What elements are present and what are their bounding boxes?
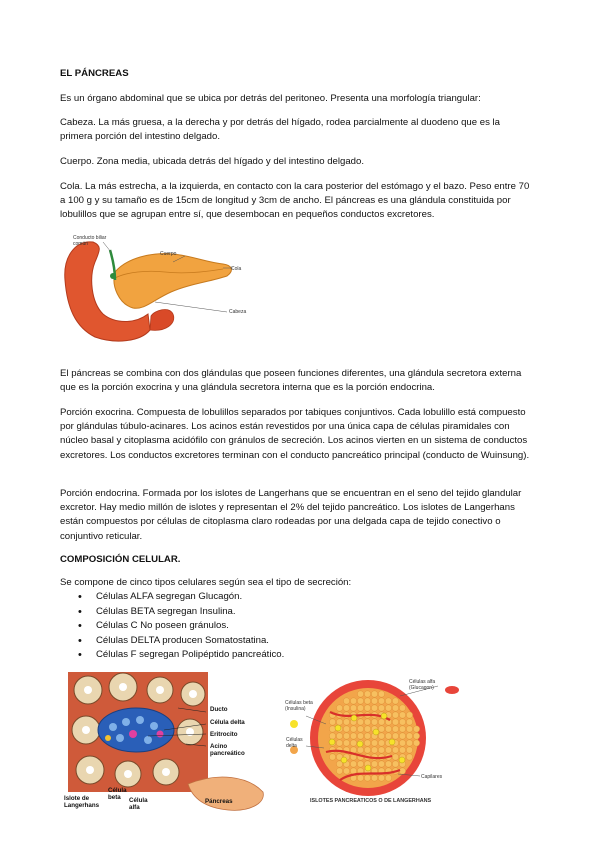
pancreas-anatomy-figure xyxy=(55,232,265,347)
label-pancreas: Páncreas xyxy=(205,798,233,805)
paragraph-cola: Cola. La más estrecha, a la izquierda, en contacto con la cara posterior del estómago y el bazo. Peso entre 70 a 100 g y su tamaño es de 15cm de longitud y 3cm de ancho. El páncreas es una glándula constituida por lobulillos que se agrupan entre sí, que desembocan en pequeños conductos excretores. xyxy=(60,181,530,221)
list-item: • Células BETA segregan Insulina. xyxy=(60,605,284,620)
label-cuerpo: Cuerpo xyxy=(160,251,177,257)
label-islote: Islote de Langerhans xyxy=(64,795,100,809)
label-alfa: Células alfa (Glucagon) xyxy=(409,679,436,691)
label-beta: Células beta (Insulina) xyxy=(285,700,313,712)
paragraph-compone: Se compone de cinco tipos celulares según sea el tipo de secreción: xyxy=(60,577,352,588)
label-eritrocito: Eritrocito xyxy=(210,731,238,738)
list-item: • Células ALFA segregan Glucagón. xyxy=(60,590,284,605)
figure-caption: ISLOTES PANCREATICOS O DE LANGERHANS xyxy=(310,798,432,804)
label-cola: Cola xyxy=(231,266,242,272)
label-celula-beta: Célula beta xyxy=(108,787,127,801)
paragraph-combina: El páncreas se combina con dos glándulas que poseen funciones diferentes, una glándula secretora externa que es la porción exocrina y una glándula secretora interna que es la porción endocrina. xyxy=(60,368,522,394)
label-capilares: Capilares xyxy=(421,774,443,780)
label-cabeza: Cabeza xyxy=(229,309,247,315)
label-acino: Acino pancreático xyxy=(210,743,245,757)
heading-el-pancreas: EL PÁNCREAS xyxy=(60,68,129,79)
heading-composicion: COMPOSICIÓN CELULAR. xyxy=(60,554,181,565)
label-celula-alfa: Célula alfa xyxy=(129,797,148,811)
cell-types-list xyxy=(60,590,284,663)
label-celula-delta: Célula delta xyxy=(210,719,245,726)
paragraph-exocrina: Porción exocrina. Compuesta de lobulillos separados por tabiques conjuntivos. Cada lobulillo está compuesto por glándulas túbulo-acinares. Los acinos están revestidos por una única capa de células piramidales con núcleo basal y citoplasma acidófilo con gránulos de secreción. Los acinos vierten en un sistema de conductos excretores. Los conductos excretores terminan con el conducto pancreático principal (conducto de Wuinsung). xyxy=(60,407,530,461)
label-delta: Células delta xyxy=(286,737,303,749)
paragraph-cabeza: Cabeza. La más gruesa, a la derecha y por detrás del hígado, rodea parcialmente al duodeno que es la primera porción del intestino delgado. xyxy=(60,117,501,143)
paragraph-intro: Es un órgano abdominal que se ubica por detrás del peritoneo. Presenta una morfología triangular: xyxy=(60,93,481,104)
label-conducto: Conducto biliar común xyxy=(73,235,107,247)
list-item: • Células F segregan Polipéptido pancreático. xyxy=(60,648,284,663)
label-ducto: Ducto xyxy=(210,706,228,713)
paragraph-endocrina: Porción endocrina. Formada por los islotes de Langerhans que se encuentran en el seno del tejido glandular excretor. Hay medio millón de islotes y representan el 2% del tejido pancreático. Los islotes de Langerhans están compuestos por células de citoplasma claro rodeadas por una delgada capa de tejido conectivo o conjuntivo reticular. xyxy=(60,488,522,542)
list-item: • Células C No poseen gránulos. xyxy=(60,619,284,634)
paragraph-cuerpo: Cuerpo. Zona media, ubicada detrás del hígado y del intestino delgado. xyxy=(60,156,365,167)
list-item: • Células DELTA producen Somatostatina. xyxy=(60,634,284,649)
